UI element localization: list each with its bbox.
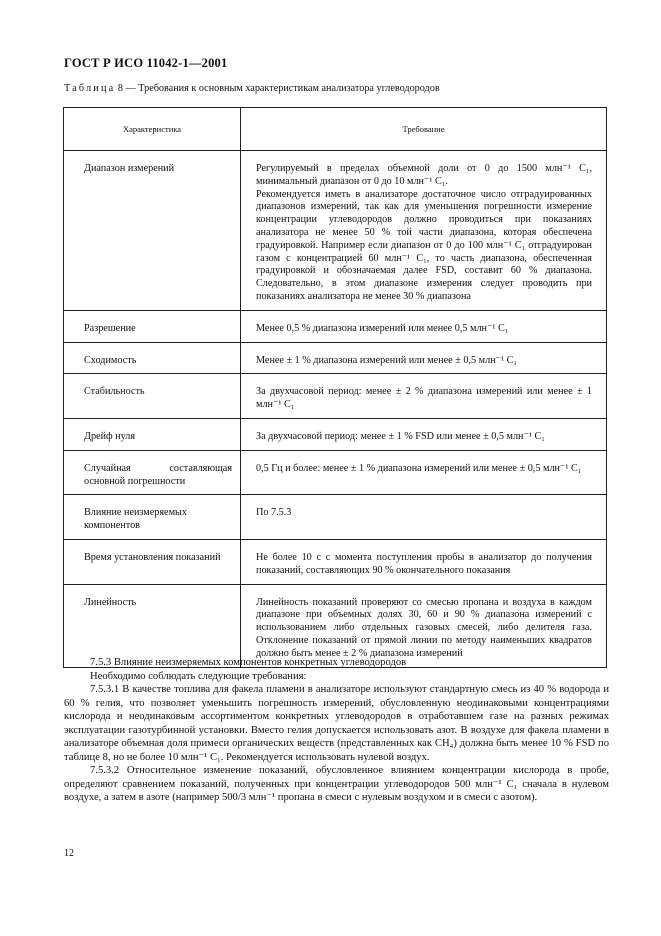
row-characteristic: Влияние неизмеряемых компонентов — [64, 495, 241, 540]
row-characteristic: Сходимость — [64, 342, 241, 374]
row-requirement: Менее 0,5 % диапазона измерений или менее 0,5 млн⁻¹ C₁ — [241, 310, 607, 342]
section-heading: 7.5.3 Влияние неизмеряемых компонентов конкретных углеводородов — [90, 657, 407, 668]
row-requirement: За двухчасовой период: менее ± 2 % диапазона измерений или менее ± 1 млн⁻¹ C₁ — [241, 374, 607, 419]
table-row — [64, 374, 607, 419]
row-requirement: Не более 10 с с момента поступления пробы в анализатор до получения показаний, составляющих 90 % окончательного показания — [241, 539, 607, 584]
intro-paragraph: Необходимо соблюдать следующие требования: — [90, 670, 307, 682]
table-caption-text: 8 — Требования к основным характеристикам анализатора углеводородов — [115, 83, 440, 94]
row-characteristic: Линейность — [64, 584, 241, 667]
column-header-requirement: Требование — [241, 108, 607, 151]
row-characteristic: Диапазон измерений — [64, 151, 241, 311]
row-characteristic: Дрейф нуля — [64, 418, 241, 450]
table-row — [64, 495, 607, 540]
row-requirement: 0,5 Гц и более: менее ± 1 % диапазона измерений или менее ± 0,5 млн⁻¹ C₁ — [241, 450, 607, 495]
requirements-table — [63, 107, 607, 668]
body-text — [64, 656, 609, 805]
table-row — [64, 310, 607, 342]
document-header: ГОСТ Р ИСО 11042-1—2001 — [64, 56, 228, 70]
row-characteristic: Случайная составляющая основной погрешности — [64, 450, 241, 495]
table-row — [64, 539, 607, 584]
table-caption — [64, 83, 440, 94]
row-requirement: Линейность показаний проверяют со смесью пропана и воздуха в каждом диапазоне при объемных долях 30, 60 и 90 % диапазона измерений с использованием либо отдельных газовых смесей, либо делителя газа. Отклонение показаний от прямой линии по методу наименьших квадратов должно быть менее ± 2 % диапазона измерений — [241, 584, 607, 667]
row-requirement: По 7.5.3 — [241, 495, 607, 540]
table-row — [64, 418, 607, 450]
table-caption-label: Таблица — [64, 83, 116, 94]
row-characteristic: Время установления показаний — [64, 539, 241, 584]
row-requirement: Менее ± 1 % диапазона измерений или менее ± 0,5 млн⁻¹ C₁ — [241, 342, 607, 374]
table-header-row — [64, 108, 607, 151]
table-row — [64, 450, 607, 495]
column-header-characteristic: Характеристика — [64, 108, 241, 151]
table-row — [64, 151, 607, 311]
row-characteristic: Стабильность — [64, 374, 241, 419]
page-number: 12 — [64, 848, 74, 859]
paragraph-7-5-3-1: 7.5.3.1 В качестве топлива для факела пламени в анализаторе используют стандартную смесь из 40 % водорода и 60 % гелия, что позволяет уменьшить погрешность измерений, обусловленную неодинаковыми концентрациями кислорода и неодинаковым ассортиментом конкретных углеводородов в отработавшем газе на разных режимах эксплуатации газотурбинной установки. Вместо гелия допускается использовать азот. В воздухе для факела пламени в анализаторе объемная доля примеси органических веществ (представленных как CH₄) должна быть менее 10 % FSD по таблице 8, но не более 10 млн⁻¹ C₁. Рекомендуется использовать нулевой воздух. — [64, 684, 609, 763]
table-row — [64, 584, 607, 667]
row-characteristic: Разрешение — [64, 310, 241, 342]
paragraph-7-5-3-2: 7.5.3.2 Относительное изменение показаний, обусловленное влиянием концентрации кислорода в пробе, определяют сравнением показаний, полученных при концентрации углеводородов 500 млн⁻¹ C₁ сначала в нулевом воздухе, а затем в азоте (например 500/3 млн⁻¹ пропана в смеси с нулевым воздухом и в смеси с азотом). — [64, 765, 609, 803]
row-requirement: Регулируемый в пределах объемной доли от 0 до 1500 млн⁻¹ C₁, минимальный диапазон от 0 до 10 млн⁻¹ C₁. Рекомендуется иметь в анализаторе достаточное число отградуированных диапазонов измерений, так как для уменьшения погрешности измерение концентрации углеводородов должно проводиться при показаниях анализатора не менее 50 % той части диапазона, которая обеспечена градуировкой. Например если диапазон от 0 до 100 млн⁻¹ C₁ отградуирован газом с концентрацией 60 млн⁻¹ C₁, то часть диапазона, обеспеченная градуировкой и обозначаемая далее FSD, составит 60 % диапазона. Следовательно, в этом диапазоне измерения следует проводить при показаниях анализатора не менее 30 % диапазона — [241, 151, 607, 311]
table-row — [64, 342, 607, 374]
row-requirement: За двухчасовой период: менее ± 1 % FSD или менее ± 0,5 млн⁻¹ C₁ — [241, 418, 607, 450]
